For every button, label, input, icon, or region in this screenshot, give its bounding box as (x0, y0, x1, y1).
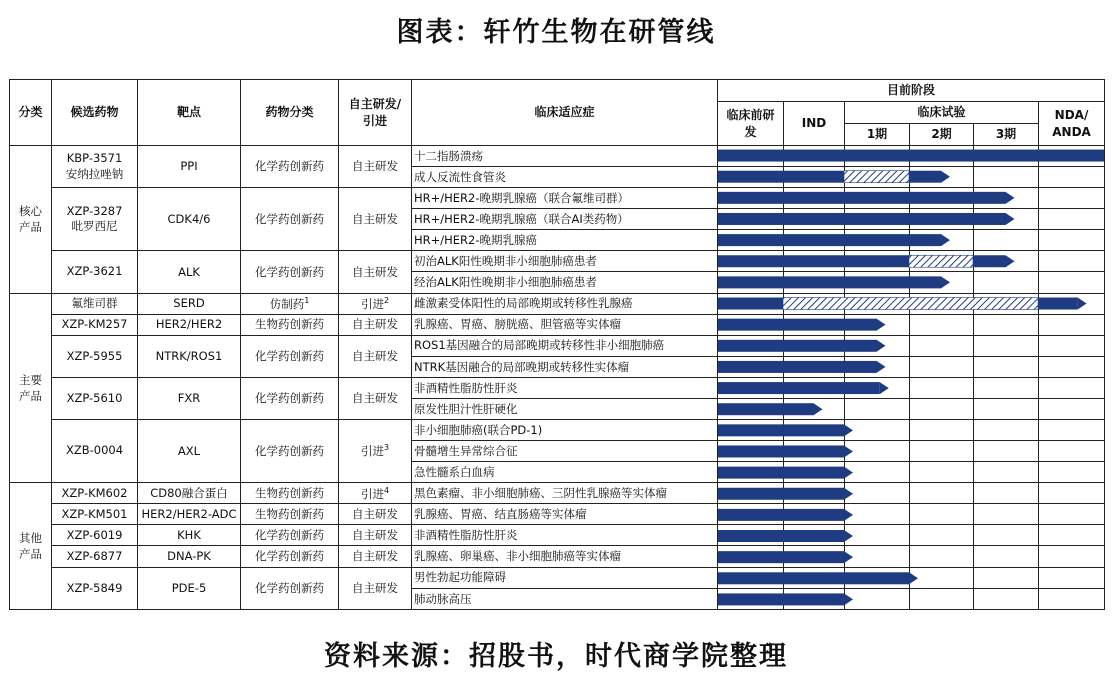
stage-cell (845, 293, 910, 314)
stage-cell (718, 146, 784, 167)
indication-cell: 雌激素受体阳性的局部晚期或转移性乳腺癌 (412, 293, 718, 314)
stage-cell (1039, 251, 1105, 272)
stage-cell (1039, 230, 1105, 251)
target-cell: CD80融合蛋白 (138, 483, 241, 504)
stage-cell (974, 588, 1039, 609)
stage-cell (974, 441, 1039, 462)
stage-cell (845, 441, 910, 462)
indication-cell: 非小细胞肺癌(联合PD-1) (412, 420, 718, 441)
drug-class-cell (241, 525, 339, 546)
stage-cell (845, 504, 910, 525)
drug-class-text: 化学药创新药 (255, 549, 324, 564)
target-cell: NTRK/ROS1 (138, 335, 241, 377)
stage-cell (845, 272, 910, 293)
page-title: 图表：轩竹生物在研管线 (396, 17, 716, 48)
table-row (10, 546, 1105, 567)
stage-cell (910, 567, 974, 588)
drug-class-text: 化学药创新药 (255, 391, 324, 406)
drug-class-text: 生物药创新药 (255, 507, 324, 522)
origin-text: 自主研发 (352, 507, 398, 522)
stage-cell (718, 567, 784, 588)
indication-cell: ROS1基因融合的局部晚期或转移性非小细胞肺癌 (412, 335, 718, 356)
header-phase1: 1期 (845, 124, 910, 146)
drug-class-cell (241, 377, 339, 419)
stage-cell (718, 272, 784, 293)
origin-cell (339, 377, 412, 419)
candidate-cell: XZP-3621 (52, 251, 138, 293)
drug-class-cell (241, 335, 339, 377)
stage-cell (845, 188, 910, 209)
table-row (10, 377, 1105, 398)
origin-text: 引进 (360, 486, 384, 501)
stage-cell (910, 272, 974, 293)
target-cell: CDK4/6 (138, 188, 241, 251)
table-row (10, 335, 1105, 356)
stage-cell (718, 209, 784, 230)
stage-cell (1039, 293, 1105, 314)
target-cell: KHK (138, 525, 241, 546)
stage-cell (974, 251, 1039, 272)
stage-cell (910, 209, 974, 230)
stage-cell (784, 314, 845, 335)
origin-text: 自主研发 (352, 391, 398, 406)
stage-cell (974, 209, 1039, 230)
stage-cell (718, 356, 784, 377)
origin-cell (339, 146, 412, 188)
table-row (10, 525, 1105, 546)
target-cell: PDE-5 (138, 567, 241, 609)
stage-cell (910, 293, 974, 314)
indication-cell: 黑色素瘤、非小细胞肺癌、三阴性乳腺癌等实体瘤 (412, 483, 718, 504)
candidate-cell: XZP-6019 (52, 525, 138, 546)
origin-cell (339, 251, 412, 293)
stage-cell (845, 335, 910, 356)
drug-class-text: 仿制药 (269, 296, 305, 311)
stage-cell (1039, 356, 1105, 377)
stage-cell (910, 504, 974, 525)
origin-text: 自主研发 (352, 159, 398, 174)
header-nda: NDA/ ANDA (1039, 102, 1105, 146)
stage-cell (718, 462, 784, 483)
origin-cell (339, 567, 412, 609)
stage-cell (910, 356, 974, 377)
drug-class-cell (241, 146, 339, 188)
stage-cell (974, 398, 1039, 419)
indication-cell: 原发性胆汁性肝硬化 (412, 398, 718, 419)
stage-cell (845, 146, 910, 167)
indication-cell: 骨髓增生异常综合征 (412, 441, 718, 462)
stage-cell (845, 167, 910, 188)
stage-cell (1039, 525, 1105, 546)
candidate-cell: XZP-6877 (52, 546, 138, 567)
target-cell: HER2/HER2-ADC (138, 504, 241, 525)
drug-class-cell (241, 504, 339, 525)
stage-cell (910, 314, 974, 335)
stage-cell (910, 588, 974, 609)
stage-cell (845, 546, 910, 567)
stage-cell (1039, 398, 1105, 419)
candidate-cell: XZP-5849 (52, 567, 138, 609)
table-row (10, 567, 1105, 588)
indication-cell: 乳腺癌、胃癌、膀胱癌、胆管癌等实体瘤 (412, 314, 718, 335)
stage-cell (784, 483, 845, 504)
header-clinical: 临床试验 (845, 102, 1039, 124)
origin-text: 自主研发 (352, 580, 398, 595)
stage-cell (784, 293, 845, 314)
drug-class-cell (241, 188, 339, 251)
stage-cell (784, 398, 845, 419)
stage-cell (784, 462, 845, 483)
stage-cell (784, 188, 845, 209)
origin-cell (339, 504, 412, 525)
origin-cell (339, 335, 412, 377)
category-cell: 主要 产品 (10, 293, 52, 483)
stage-cell (845, 209, 910, 230)
candidate-cell: XZP-KM257 (52, 314, 138, 335)
indication-cell: 十二指肠溃疡 (412, 146, 718, 167)
stage-cell (1039, 167, 1105, 188)
stage-cell (784, 209, 845, 230)
stage-cell (784, 335, 845, 356)
stage-cell (974, 167, 1039, 188)
target-cell: FXR (138, 377, 241, 419)
drug-class-cell (241, 251, 339, 293)
header-target: 靶点 (138, 80, 241, 146)
stage-cell (718, 504, 784, 525)
stage-cell (910, 335, 974, 356)
table-row (10, 188, 1105, 209)
stage-cell (974, 293, 1039, 314)
indication-cell: HR+/HER2-晚期乳腺癌（联合AI类药物） (412, 209, 718, 230)
stage-cell (910, 420, 974, 441)
drug-class-cell (241, 483, 339, 504)
stage-cell (784, 251, 845, 272)
candidate-cell: XZP-3287 吡罗西尼 (52, 188, 138, 251)
header-origin: 自主研发/ 引进 (339, 80, 412, 146)
header-category: 分类 (10, 80, 52, 146)
stage-cell (910, 441, 974, 462)
header-phase3: 3期 (974, 124, 1039, 146)
stage-cell (718, 546, 784, 567)
drug-class-cell (241, 293, 339, 314)
stage-cell (784, 167, 845, 188)
drug-class-text: 化学药创新药 (255, 443, 324, 458)
origin-footnote: 2 (383, 295, 390, 305)
stage-cell (974, 272, 1039, 293)
candidate-cell: XZP-5955 (52, 335, 138, 377)
header-ind: IND (784, 102, 845, 146)
stage-cell (784, 230, 845, 251)
stage-cell (784, 525, 845, 546)
drug-class-cell (241, 546, 339, 567)
stage-cell (845, 230, 910, 251)
origin-cell (339, 483, 412, 504)
stage-cell (974, 314, 1039, 335)
table-row (10, 504, 1105, 525)
stage-cell (910, 398, 974, 419)
stage-cell (974, 462, 1039, 483)
header-preclinical: 临床前研 发 (718, 102, 784, 146)
stage-cell (910, 546, 974, 567)
stage-cell (910, 251, 974, 272)
stage-cell (845, 525, 910, 546)
header-stage: 目前阶段 (718, 80, 1105, 102)
drug-class-text: 化学药创新药 (255, 348, 324, 363)
origin-footnote: 3 (383, 443, 390, 453)
stage-cell (1039, 272, 1105, 293)
drug-class-cell (241, 567, 339, 609)
stage-cell (718, 293, 784, 314)
stage-cell (910, 188, 974, 209)
candidate-cell: KBP-3571 安纳拉唑钠 (52, 146, 138, 188)
drug-class-text: 化学药创新药 (255, 211, 324, 226)
stage-cell (845, 588, 910, 609)
stage-cell (845, 314, 910, 335)
stage-cell (1039, 483, 1105, 504)
stage-cell (974, 356, 1039, 377)
stage-cell (718, 420, 784, 441)
indication-cell: 乳腺癌、胃癌、结直肠癌等实体瘤 (412, 504, 718, 525)
stage-cell (718, 314, 784, 335)
category-cell: 其他 产品 (10, 483, 52, 610)
origin-footnote: 4 (383, 485, 390, 495)
indication-cell: 非酒精性脂肪性肝炎 (412, 377, 718, 398)
stage-cell (784, 272, 845, 293)
indication-cell: 乳腺癌、卵巢癌、非小细胞肺癌等实体瘤 (412, 546, 718, 567)
stage-cell (974, 483, 1039, 504)
stage-cell (845, 251, 910, 272)
stage-cell (1039, 504, 1105, 525)
stage-cell (1039, 588, 1105, 609)
stage-cell (718, 167, 784, 188)
stage-cell (974, 230, 1039, 251)
table-row (10, 314, 1105, 335)
drug-class-text: 生物药创新药 (255, 317, 324, 332)
drug-class-text: 化学药创新药 (255, 528, 324, 543)
stage-cell (1039, 441, 1105, 462)
drug-class-text: 化学药创新药 (255, 580, 324, 595)
table-row (10, 293, 1105, 314)
indication-cell: 初治ALK阳性晚期非小细胞肺癌患者 (412, 251, 718, 272)
origin-text: 自主研发 (352, 528, 398, 543)
target-cell: ALK (138, 251, 241, 293)
indication-cell: HR+/HER2-晚期乳腺癌（联合氟维司群） (412, 188, 718, 209)
target-cell: PPI (138, 146, 241, 188)
stage-cell (974, 504, 1039, 525)
origin-text: 自主研发 (352, 317, 398, 332)
stage-cell (845, 377, 910, 398)
header-phase2: 2期 (910, 124, 974, 146)
candidate-cell: XZB-0004 (52, 420, 138, 483)
candidate-cell: XZP-KM602 (52, 483, 138, 504)
stage-cell (974, 335, 1039, 356)
stage-cell (910, 146, 974, 167)
header-candidate: 候选药物 (52, 80, 138, 146)
stage-cell (974, 546, 1039, 567)
stage-cell (718, 251, 784, 272)
candidate-cell: XZP-KM501 (52, 504, 138, 525)
stage-cell (718, 525, 784, 546)
origin-cell (339, 314, 412, 335)
stage-cell (784, 146, 845, 167)
origin-text: 自主研发 (352, 348, 398, 363)
origin-text: 自主研发 (352, 264, 398, 279)
origin-text: 引进 (360, 444, 384, 459)
stage-cell (974, 188, 1039, 209)
stage-cell (1039, 335, 1105, 356)
origin-cell (339, 546, 412, 567)
drug-class-text: 化学药创新药 (255, 264, 324, 279)
stage-cell (784, 567, 845, 588)
stage-cell (974, 377, 1039, 398)
stage-cell (910, 462, 974, 483)
stage-cell (718, 483, 784, 504)
stage-cell (784, 504, 845, 525)
indication-cell: 经治ALK阳性晚期非小细胞肺癌患者 (412, 272, 718, 293)
category-cell: 核心 产品 (10, 146, 52, 294)
origin-cell (339, 525, 412, 546)
stage-cell (845, 462, 910, 483)
stage-cell (718, 335, 784, 356)
stage-cell (1039, 146, 1105, 167)
stage-cell (845, 567, 910, 588)
stage-cell (910, 525, 974, 546)
pipeline-table (9, 79, 1105, 610)
indication-cell: 非酒精性脂肪性肝炎 (412, 525, 718, 546)
stage-cell (718, 188, 784, 209)
stage-cell (974, 146, 1039, 167)
origin-cell (339, 420, 412, 483)
stage-cell (910, 377, 974, 398)
stage-cell (1039, 567, 1105, 588)
stage-cell (718, 230, 784, 251)
stage-cell (910, 230, 974, 251)
stage-cell (845, 483, 910, 504)
target-cell: AXL (138, 420, 241, 483)
table-row (10, 251, 1105, 272)
stage-cell (784, 546, 845, 567)
stage-cell (718, 588, 784, 609)
stage-cell (845, 356, 910, 377)
drug-class-text: 化学药创新药 (255, 159, 324, 174)
source-note: 资料来源：招股书，时代商学院整理 (324, 641, 788, 672)
origin-text: 自主研发 (352, 211, 398, 226)
table-row (10, 483, 1105, 504)
stage-cell (784, 441, 845, 462)
indication-cell: 成人反流性食管炎 (412, 167, 718, 188)
stage-cell (784, 356, 845, 377)
stage-cell (784, 588, 845, 609)
stage-cell (974, 420, 1039, 441)
stage-cell (784, 420, 845, 441)
stage-cell (910, 483, 974, 504)
table-row (10, 146, 1105, 167)
stage-cell (845, 420, 910, 441)
stage-cell (1039, 377, 1105, 398)
indication-cell: 男性勃起功能障碍 (412, 567, 718, 588)
stage-cell (1039, 209, 1105, 230)
candidate-cell: XZP-5610 (52, 377, 138, 419)
drug-class-cell (241, 420, 339, 483)
stage-cell (718, 441, 784, 462)
stage-cell (1039, 314, 1105, 335)
stage-cell (1039, 188, 1105, 209)
stage-cell (910, 167, 974, 188)
drug-class-text: 生物药创新药 (255, 485, 324, 500)
indication-cell: 急性髓系白血病 (412, 462, 718, 483)
stage-cell (845, 398, 910, 419)
target-cell: SERD (138, 293, 241, 314)
target-cell: HER2/HER2 (138, 314, 241, 335)
header-indication: 临床适应症 (412, 80, 718, 146)
target-cell: DNA-PK (138, 546, 241, 567)
indication-cell: HR+/HER2-晚期乳腺癌 (412, 230, 718, 251)
stage-cell (1039, 462, 1105, 483)
origin-cell (339, 188, 412, 251)
indication-cell: NTRK基因融合的局部晚期或转移性实体瘤 (412, 356, 718, 377)
origin-cell (339, 293, 412, 314)
origin-text: 自主研发 (352, 549, 398, 564)
stage-cell (1039, 546, 1105, 567)
pipeline-body (10, 146, 1105, 610)
table-row (10, 420, 1105, 441)
origin-text: 引进 (360, 296, 384, 311)
stage-cell (718, 377, 784, 398)
candidate-cell: 氟维司群 (52, 293, 138, 314)
stage-cell (718, 398, 784, 419)
stage-cell (784, 377, 845, 398)
header-drug-class: 药物分类 (241, 80, 339, 146)
drug-class-cell (241, 314, 339, 335)
stage-cell (974, 567, 1039, 588)
indication-cell: 肺动脉高压 (412, 588, 718, 609)
stage-cell (1039, 420, 1105, 441)
drug-class-footnote: 1 (304, 295, 310, 305)
stage-cell (974, 525, 1039, 546)
